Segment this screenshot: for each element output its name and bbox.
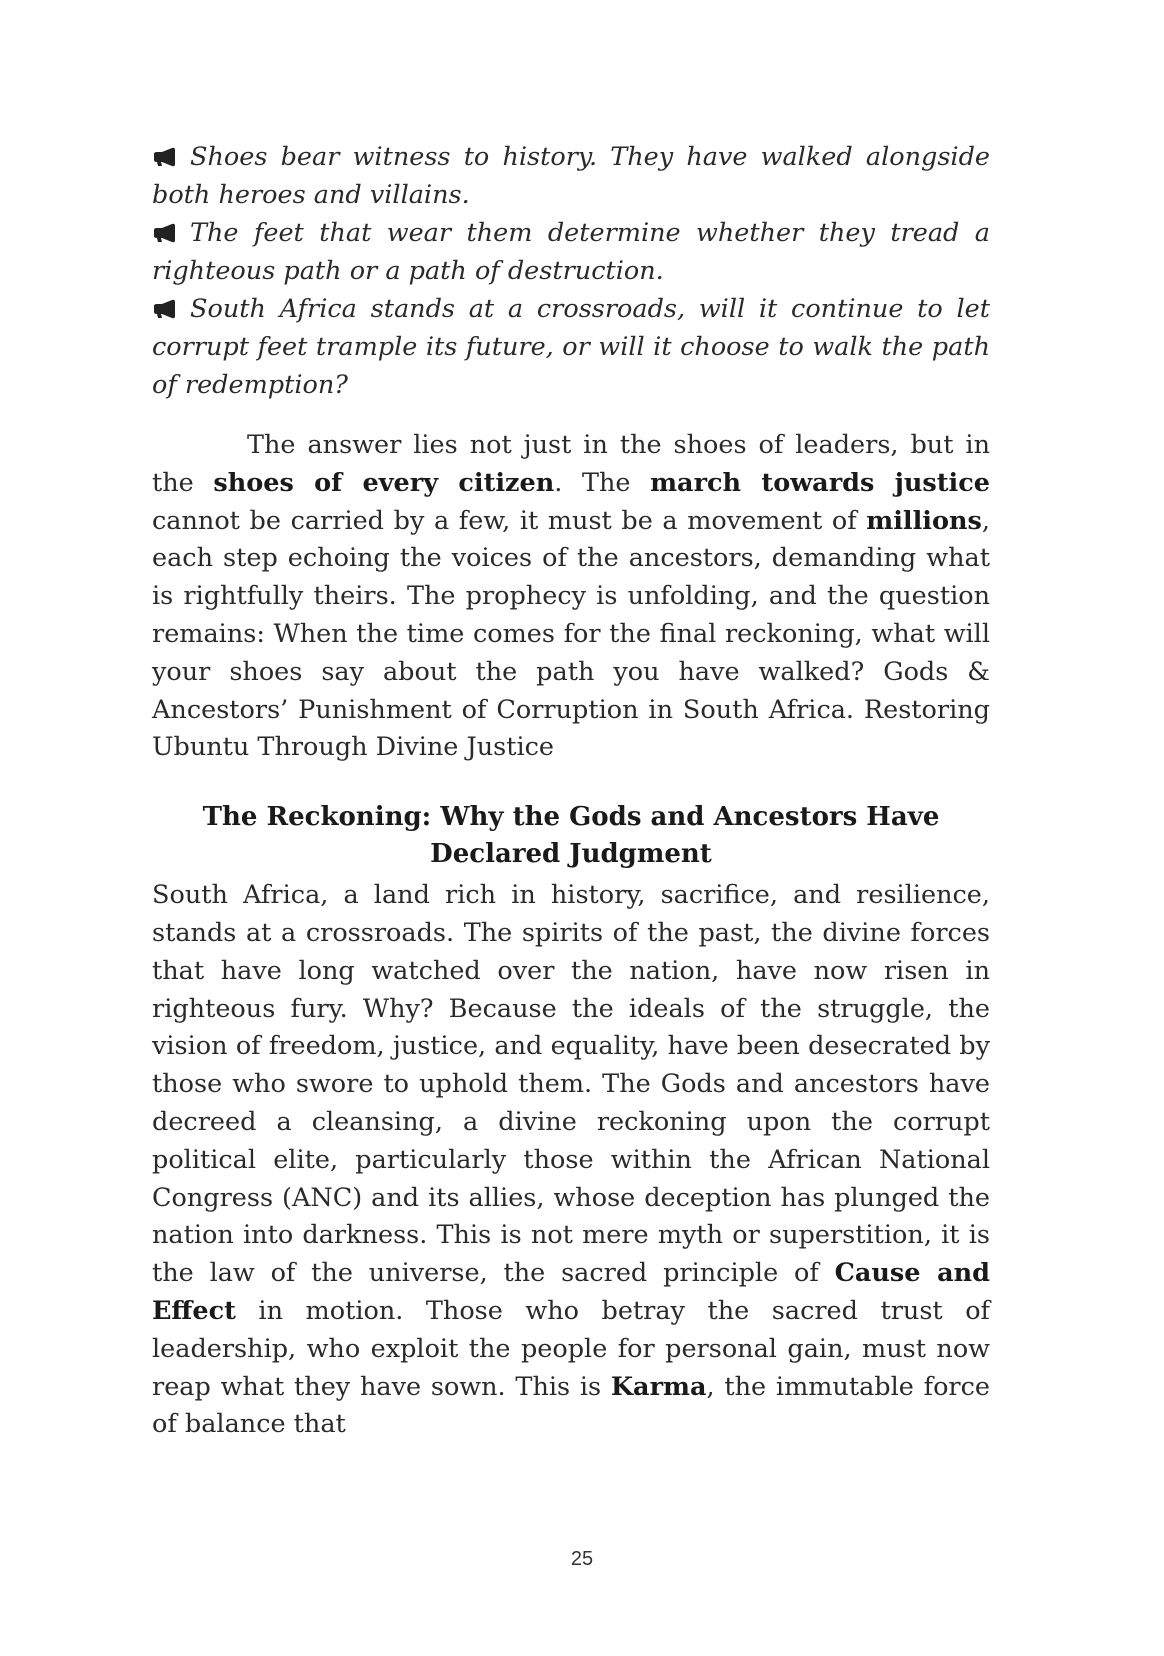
section-heading: The Reckoning: Why the Gods and Ancestors Have Declared Judgment — [202, 802, 940, 870]
emphasis: shoes of every citizen — [213, 467, 555, 498]
bullet-item: Shoes bear witness to history. They have walked alongside both heroes and villains. — [152, 142, 990, 210]
emphasis: march towards justice — [650, 467, 990, 498]
page-number: 25 — [570, 1548, 594, 1570]
megaphone-icon — [152, 140, 182, 160]
emphasis: Cause and Effect — [152, 1258, 990, 1326]
emphasis: Karma — [610, 1371, 707, 1402]
bullet-list — [152, 138, 990, 404]
document-page — [152, 138, 990, 1444]
megaphone-icon — [152, 216, 182, 236]
bullet-item: The feet that wear them determine whether they tread a righteous path or a path of destruction. — [152, 218, 990, 286]
bullet-item: South Africa stands at a crossroads, will it continue to let corrupt feet trample its future, or will it choose to walk the path of redemption? — [152, 294, 990, 400]
body-paragraph: The answer lies not just in the shoes of leaders, but in the shoes of every citizen. The march towards justice cannot be carried by a few, it must be a movement of millions, each step echoing the voices of the ancestors, demanding what is rightfully theirs. The prophecy is unfolding, and the question remains: When the time comes for the final reckoning, what will your shoes say about the path you have walked? Gods & Ancestors’ Punishment of Corruption in South Africa. Restoring Ubuntu Through Divine Justice — [152, 430, 990, 763]
megaphone-icon — [152, 292, 182, 312]
body-paragraph: South Africa, a land rich in history, sacrifice, and resilience, stands at a crossroads. The spirits of the past, the divine forces that have long watched over the nation, have now risen in righteous fury. Why? Because the ideals of the struggle, the vision of freedom, justice, and equality, have been desecrated by those who swore to uphold them. The Gods and ancestors have decreed a cleansing, a divine reckoning upon the corrupt political elite, particularly those within the African National Congress (ANC) and its allies, whose deception has plunged the nation into darkness. This is not mere myth or superstition, it is the law of the universe, the sacred principle of Cause and Effect in motion. Those who betray the sacred trust of leadership, who exploit the people for personal gain, must now reap what they have sown. This is Karma, the immutable force of balance that — [152, 880, 990, 1440]
emphasis: millions — [866, 505, 982, 536]
